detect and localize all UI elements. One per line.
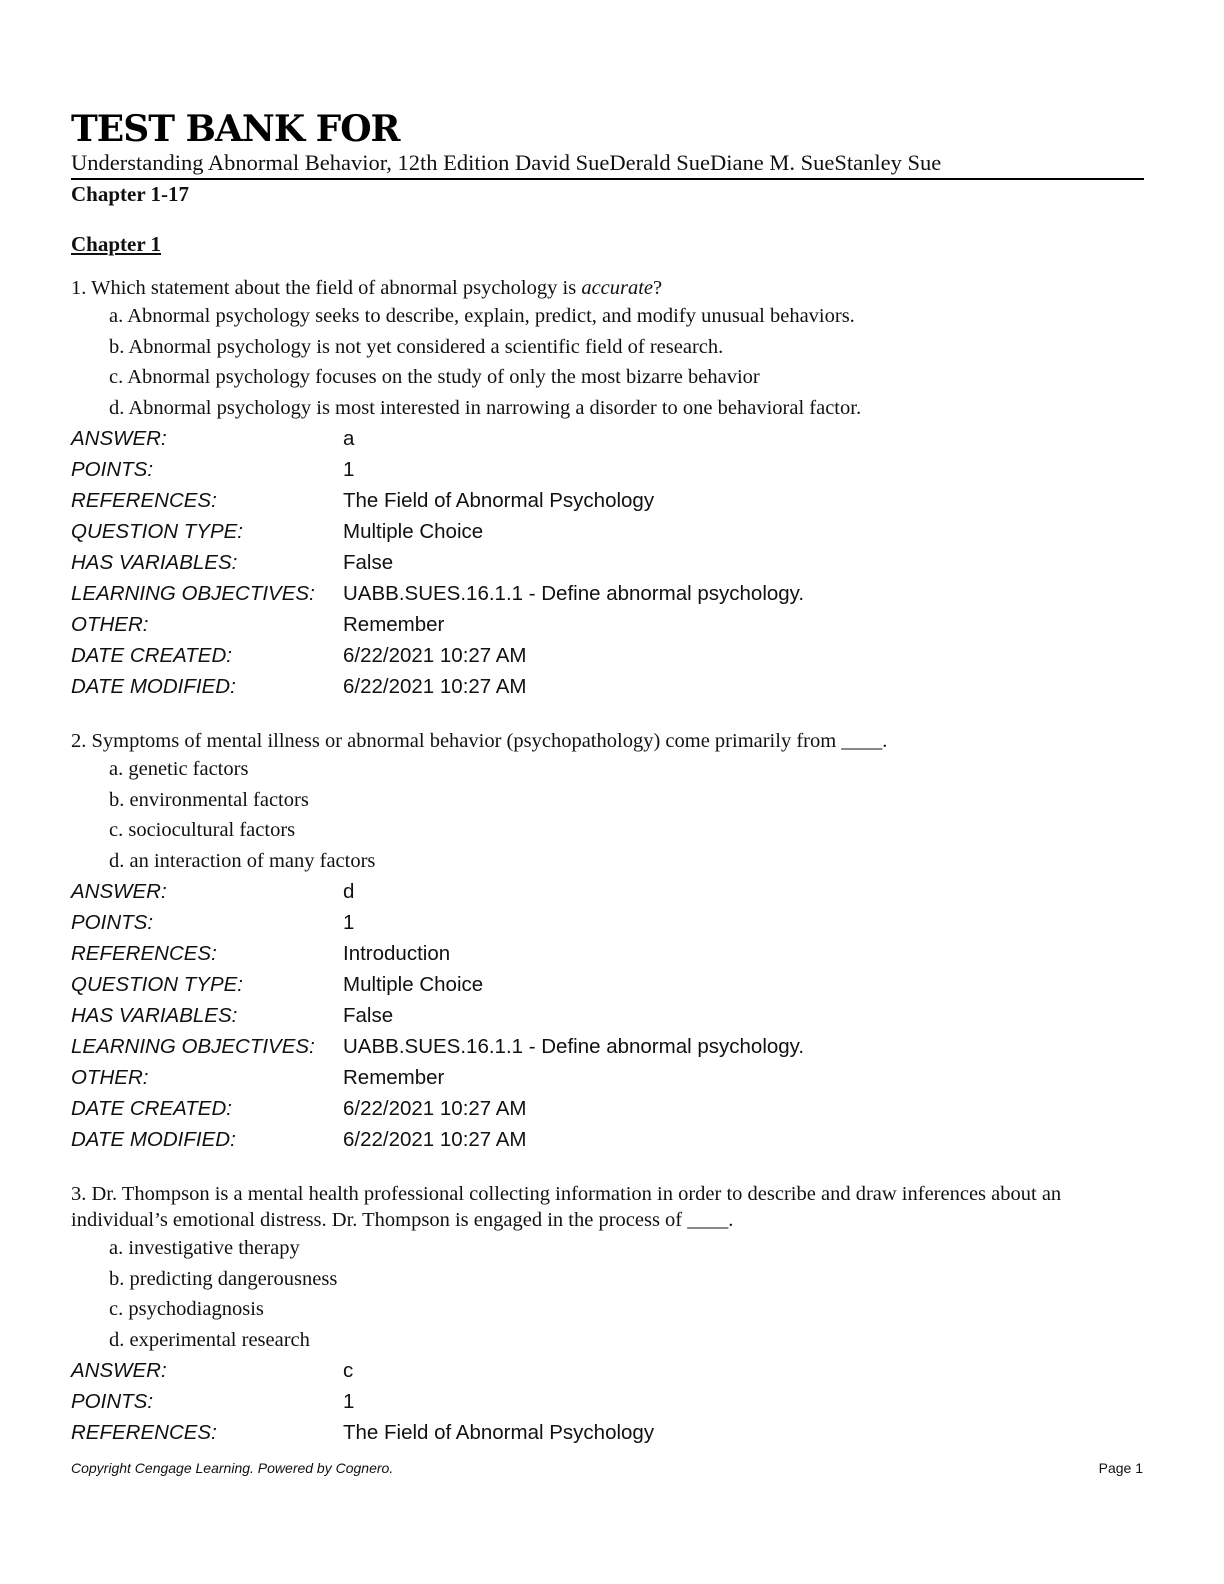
book-subtitle: Understanding Abnormal Behavior, 12th Edition David SueDerald SueDiane M. SueStanley Sue	[71, 150, 942, 175]
meta-label: POINTS:	[71, 1390, 154, 1414]
answer-options	[71, 301, 1141, 423]
meta-row-date-created	[71, 640, 1141, 671]
meta-label: LEARNING OBJECTIVES:	[71, 582, 315, 606]
page-footer	[71, 1460, 1143, 1476]
meta-label: OTHER:	[71, 1066, 149, 1090]
question-2	[71, 728, 1141, 1155]
meta-row-answer	[71, 423, 1141, 454]
answer-option: d. experimental research	[109, 1328, 310, 1351]
meta-value: 6/22/2021 10:27 AM	[343, 1097, 527, 1121]
meta-label: REFERENCES:	[71, 489, 217, 513]
answer-options	[71, 1233, 1141, 1355]
meta-value: Introduction	[343, 942, 451, 966]
question-metadata	[71, 423, 1141, 702]
meta-row-has-variables	[71, 1000, 1141, 1031]
meta-value: Remember	[343, 1066, 445, 1090]
meta-value: Multiple Choice	[343, 973, 484, 997]
meta-row-other	[71, 609, 1141, 640]
meta-label: LEARNING OBJECTIVES:	[71, 1035, 315, 1059]
answer-option: a. investigative therapy	[109, 1237, 300, 1259]
question-3	[71, 1181, 1141, 1448]
meta-row-learning-objectives	[71, 1031, 1141, 1062]
meta-label: REFERENCES:	[71, 942, 217, 966]
meta-value: 6/22/2021 10:27 AM	[343, 675, 527, 699]
meta-label: QUESTION TYPE:	[71, 973, 243, 997]
meta-label: OTHER:	[71, 613, 149, 637]
meta-row-references	[71, 485, 1141, 516]
answer-option: b. environmental factors	[109, 788, 309, 811]
page-number: Page 1	[1098, 1460, 1143, 1476]
meta-row-points	[71, 1386, 1141, 1417]
meta-value: 6/22/2021 10:27 AM	[343, 644, 527, 668]
answer-option: d. an interaction of many factors	[109, 849, 376, 872]
meta-row-answer	[71, 876, 1141, 907]
meta-row-learning-objectives	[71, 578, 1141, 609]
emphasis-text: accurate	[581, 277, 654, 299]
meta-value: 1	[343, 911, 355, 935]
answer-options	[71, 754, 1141, 876]
meta-label: REFERENCES:	[71, 1421, 217, 1445]
meta-value: a	[343, 427, 355, 451]
meta-value: The Field of Abnormal Psychology	[343, 489, 655, 513]
meta-row-references	[71, 938, 1141, 969]
meta-value: False	[343, 1004, 394, 1028]
copyright-notice: Copyright Cengage Learning. Powered by Cognero.	[71, 1460, 394, 1476]
meta-label: DATE CREATED:	[71, 644, 232, 668]
answer-option: c. sociocultural factors	[109, 819, 296, 842]
meta-value: 1	[343, 1390, 355, 1414]
meta-label: POINTS:	[71, 458, 154, 482]
answer-option: a. Abnormal psychology seeks to describe, explain, predict, and modify unusual behaviors.	[109, 305, 855, 327]
meta-value: Remember	[343, 613, 445, 637]
question-stem: 1. Which statement about the field of abnormal psychology is accurate?	[71, 277, 663, 299]
meta-row-has-variables	[71, 547, 1141, 578]
meta-label: ANSWER:	[71, 880, 167, 904]
meta-label: DATE MODIFIED:	[71, 1128, 236, 1152]
meta-label: HAS VARIABLES:	[71, 1004, 238, 1028]
meta-label: ANSWER:	[71, 427, 167, 451]
meta-value: 1	[343, 458, 355, 482]
meta-value: The Field of Abnormal Psychology	[343, 1421, 655, 1445]
meta-row-date-created	[71, 1093, 1141, 1124]
meta-value: 6/22/2021 10:27 AM	[343, 1128, 527, 1152]
answer-option: b. predicting dangerousness	[109, 1267, 338, 1290]
chapters-range: Chapter 1-17	[71, 182, 190, 206]
meta-label: POINTS:	[71, 911, 154, 935]
meta-value: Multiple Choice	[343, 520, 484, 544]
meta-value: False	[343, 551, 394, 575]
meta-row-other	[71, 1062, 1141, 1093]
answer-option: b. Abnormal psychology is not yet considered a scientific field of research.	[109, 335, 724, 358]
document-title: TEST BANK FOR	[71, 108, 400, 150]
meta-label: DATE MODIFIED:	[71, 675, 236, 699]
meta-value: UABB.SUES.16.1.1 - Define abnormal psychology.	[343, 1035, 805, 1059]
meta-label: ANSWER:	[71, 1359, 167, 1383]
answer-option: c. psychodiagnosis	[109, 1298, 264, 1321]
answer-option: a. genetic factors	[109, 758, 249, 780]
answer-option: c. Abnormal psychology focuses on the study of only the most bizarre behavior	[109, 366, 760, 389]
meta-value: UABB.SUES.16.1.1 - Define abnormal psychology.	[343, 582, 805, 606]
meta-label: HAS VARIABLES:	[71, 551, 238, 575]
meta-label: DATE CREATED:	[71, 1097, 232, 1121]
meta-row-points	[71, 454, 1141, 485]
meta-row-answer	[71, 1355, 1141, 1386]
meta-row-date-modified	[71, 671, 1141, 702]
chapter-heading: Chapter 1	[71, 232, 162, 256]
document-page	[71, 0, 1145, 1584]
meta-row-references	[71, 1417, 1141, 1448]
meta-row-date-modified	[71, 1124, 1141, 1155]
header-divider	[71, 178, 1144, 180]
answer-option: d. Abnormal psychology is most interested in narrowing a disorder to one behavioral factor.	[109, 396, 862, 419]
question-metadata	[71, 1355, 1141, 1448]
question-1	[71, 275, 1141, 702]
question-stem: 2. Symptoms of mental illness or abnormal behavior (psychopathology) come primarily from ____.	[71, 730, 888, 752]
meta-row-question-type	[71, 969, 1141, 1000]
meta-row-question-type	[71, 516, 1141, 547]
meta-value: d	[343, 880, 355, 904]
meta-value: c	[343, 1359, 354, 1383]
meta-row-points	[71, 907, 1141, 938]
question-stem: 3. Dr. Thompson is a mental health professional collecting information in order to describe and draw inferences about an individual’s emotional distress. Dr. Thompson is engaged in the process of ____.	[71, 1183, 1062, 1231]
meta-label: QUESTION TYPE:	[71, 520, 243, 544]
question-metadata	[71, 876, 1141, 1155]
